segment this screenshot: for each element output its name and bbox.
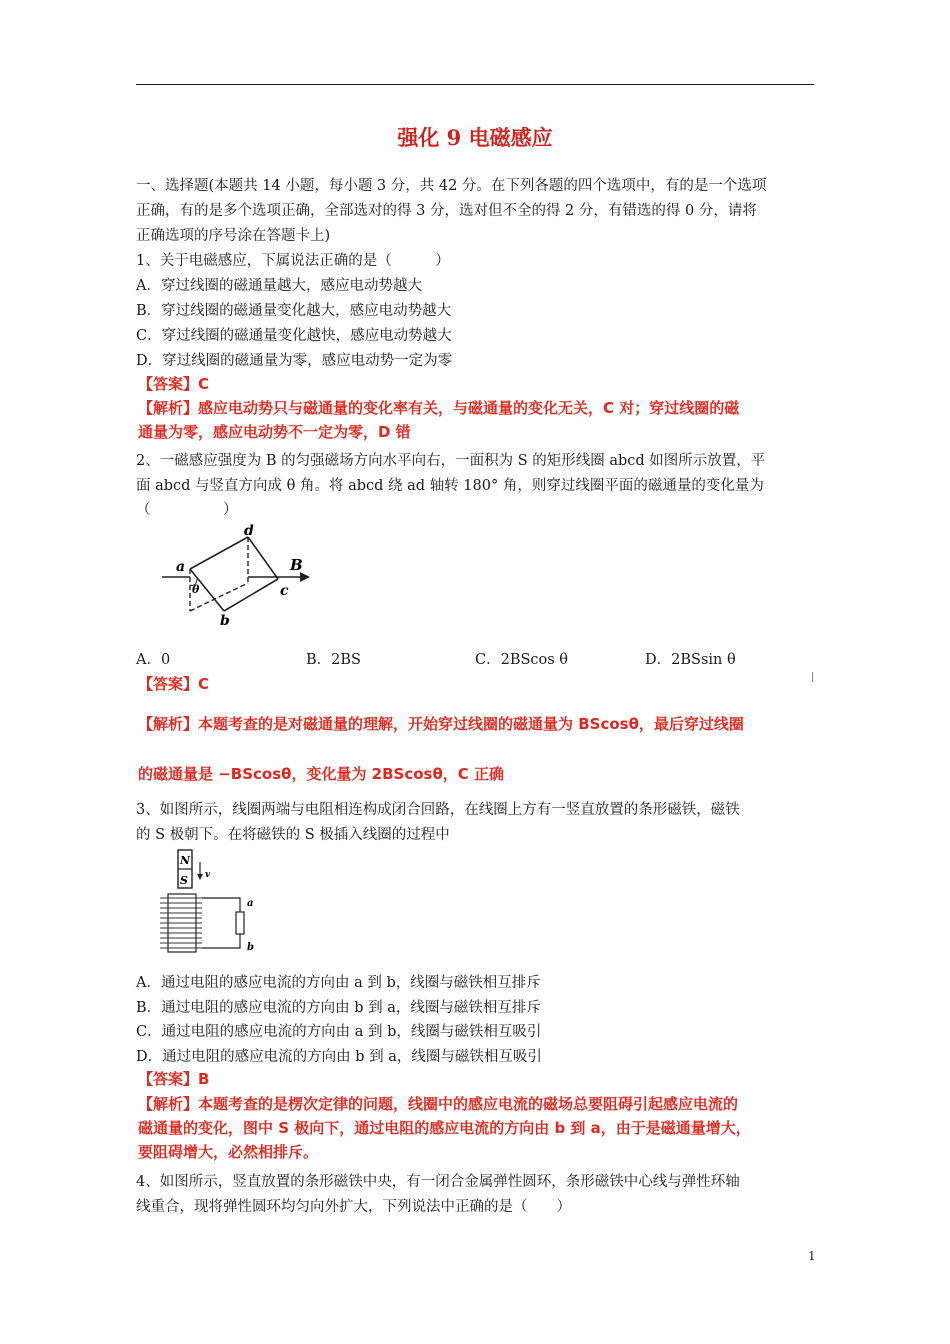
q2-answer: 【答案】C <box>138 675 210 693</box>
q3-answer: 【答案】B <box>138 1070 210 1088</box>
label-a: a <box>176 559 186 575</box>
q3-option-d: D．通过电阻的感应电流的方向由 b 到 a，线圈与磁铁相互吸引 <box>136 1049 542 1065</box>
q3-option-c: C．通过电阻的感应电流的方向由 a 到 b，线圈与磁铁相互吸引 <box>136 1024 542 1040</box>
q2-analysis: 的磁通量是 −BScosθ，变化量为 2BScosθ，C 正确 <box>138 765 505 783</box>
q3-analysis: 磁通量的变化，图中 S 极向下，通过电阻的感应电流的方向由 b 到 a，由于是磁通量增大， <box>138 1119 751 1137</box>
q2-option-c: C．2BScos θ <box>475 652 569 668</box>
label-v: v <box>205 870 211 880</box>
q3-stem: 3、如图所示，线圈两端与电阻相连构成闭合回路，在线圈上方有一竖直放置的条形磁铁，磁铁 <box>136 802 740 818</box>
q1-option-a: A．穿过线圈的磁通量越大，感应电动势越大 <box>136 278 422 294</box>
q2-stem: 面 abcd 与竖直方向成 θ 角。将 abcd 绕 ad 轴转 180° 角，则穿过线圈平面的磁通量的变化量为 <box>136 478 764 494</box>
q1-option-c: C．穿过线圈的磁通量变化越快，感应电动势越大 <box>136 328 452 344</box>
q2-stem: 2、一磁感应强度为 B 的匀强磁场方向水平向右，一面积为 S 的矩形线圈 abcd 如图所示放置，平 <box>136 453 766 469</box>
intro-line: 一、选择题(本题共 14 小题，每小题 3 分，共 42 分。在下列各题的四个选项中，有的是一个选项 <box>136 178 767 194</box>
label-c: c <box>280 583 289 599</box>
label-s-pole: S <box>180 874 188 887</box>
page-number: 1 <box>808 1249 816 1263</box>
label-a: a <box>247 898 254 909</box>
label-field-b: B <box>290 556 303 574</box>
label-b: b <box>247 942 254 953</box>
q2-option-d: D．2BSsin θ <box>645 652 736 668</box>
label-b: b <box>220 613 230 629</box>
q1-analysis: 【解析】感应电动势只与磁通量的变化率有关，与磁通量的变化无关，C 对；穿过线圈的磁 <box>138 399 740 417</box>
q3-analysis: 要阻碍增大，必然相排斥。 <box>138 1143 319 1161</box>
label-theta: θ <box>192 583 200 596</box>
q3-stem: 的 S 极朝下。在将磁铁的 S 极插入线圈的过程中 <box>136 827 450 843</box>
q2-analysis: 【解析】本题考查的是对磁通量的理解，开始穿过线圈的磁通量为 BScosθ，最后穿过线圈 <box>138 715 744 733</box>
intro-line: 正确选项的序号涂在答题卡上) <box>136 228 331 244</box>
q1-option-d: D．穿过线圈的磁通量为零，感应电动势一定为零 <box>136 353 453 369</box>
q1-option-b: B．穿过线圈的磁通量变化越大，感应电动势越大 <box>136 303 452 319</box>
q1-answer: 【答案】C <box>138 375 210 393</box>
margin-tick <box>812 672 813 682</box>
q4-stem: 线重合，现将弹性圆环均匀向外扩大，下列说法中正确的是（ ） <box>136 1199 571 1215</box>
intro-line: 正确，有的是多个选项正确，全部选对的得 3 分，选对但不全的得 2 分，有错选的得 0 分，请将 <box>136 203 757 219</box>
q3-analysis: 【解析】本题考查的是楞次定律的问题，线圈中的感应电流的磁场总要阻碍引起感应电流的 <box>138 1095 739 1113</box>
q3-option-a: A．通过电阻的感应电流的方向由 a 到 b，线圈与磁铁相互排斥 <box>136 975 541 991</box>
q2-coil-figure <box>150 525 320 630</box>
q3-magnet-coil-figure <box>150 848 260 956</box>
label-d: d <box>244 523 254 539</box>
q3-option-b: B．通过电阻的感应电流的方向由 b 到 a，线圈与磁铁相互排斥 <box>136 1000 541 1016</box>
label-n-pole: N <box>180 854 191 867</box>
page-title: 强化 9 电磁感应 <box>397 125 553 150</box>
q4-stem: 4、如图所示，竖直放置的条形磁铁中央，有一闭合金属弹性圆环，条形磁铁中心线与弹性环轴 <box>136 1174 740 1190</box>
q2-option-b: B．2BS <box>306 652 361 668</box>
header-rule <box>136 84 814 85</box>
q2-option-a: A．0 <box>136 652 171 668</box>
q2-stem: （ ） <box>136 502 238 518</box>
q1-analysis: 通量为零，感应电动势不一定为零，D 错 <box>138 423 411 441</box>
q1-stem: 1、关于电磁感应，下属说法正确的是（ ） <box>136 253 450 269</box>
